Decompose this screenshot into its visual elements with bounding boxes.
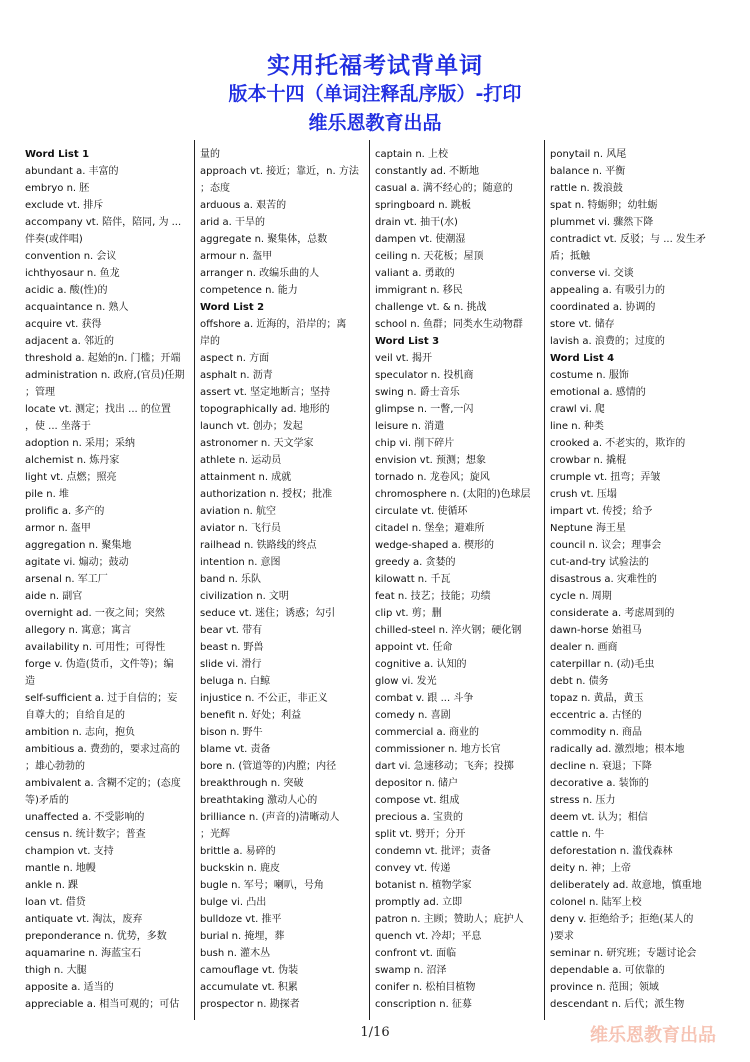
vocab-entry: seminar n. 研究班；专题讨论会	[550, 948, 697, 959]
vocab-entry: costume n. 服饰	[550, 370, 629, 381]
word-column-1	[25, 146, 193, 1013]
vocab-entry: leisure n. 消遣	[375, 421, 445, 432]
vocab-entry: condemn vt. 批评；责备	[375, 846, 491, 857]
vocab-entry: spat n. 特蛎卵；幼牡蛎	[550, 200, 658, 211]
vocab-entry: antiquate vt. 淘汰，废弃	[25, 914, 143, 925]
vocab-entry: colonel n. 陆军上校	[550, 897, 642, 908]
vocab-entry: constantly ad. 不断地	[375, 166, 480, 177]
vocab-entry: chip vi. 削下碎片	[375, 438, 455, 449]
vocab-entry: pile n. 堆	[25, 489, 69, 500]
vocab-entry: intention n. 意图	[200, 557, 281, 568]
vocab-entry: crawl vi. 爬	[550, 404, 605, 415]
vocab-entry: 造	[25, 676, 35, 687]
vocab-entry: apposite a. 适当的	[25, 982, 114, 993]
vocab-entry: astronomer n. 天文学家	[200, 438, 314, 449]
vocab-entry: plummet vi. 骤然下降	[550, 217, 654, 228]
vocab-entry: decorative a. 装饰的	[550, 778, 649, 789]
vocab-entry: census n. 统计数字；普查	[25, 829, 146, 840]
vocab-entry: acidic a. 酸(性)的	[25, 285, 108, 296]
vocab-entry: deforestation n. 滥伐森林	[550, 846, 673, 857]
vocab-entry: wedge-shaped a. 楔形的	[375, 540, 494, 551]
vocab-entry: seduce vt. 迷住；诱惑；勾引	[200, 608, 336, 619]
vocab-entry: buckskin n. 鹿皮	[200, 863, 280, 874]
vocab-entry: clip vt. 剪；删	[375, 608, 442, 619]
vocab-entry: kilowatt n. 千瓦	[375, 574, 451, 585]
vocab-entry: bulldoze vt. 推平	[200, 914, 282, 925]
vocab-entry: contradict vt. 反驳；与 ... 发生矛	[550, 234, 706, 245]
vocab-entry: acquire vt. 获得	[25, 319, 102, 330]
vocab-entry: benefit n. 好处；利益	[200, 710, 302, 721]
column-divider	[369, 140, 370, 1020]
vocab-entry: glow vi. 发光	[375, 676, 437, 687]
vocab-entry: burial n. 掩埋，葬	[200, 931, 285, 942]
vocab-entry: availability n. 可用性；可得性	[25, 642, 166, 653]
vocab-entry: school n. 鱼群；同类水生动物群	[375, 319, 523, 330]
vocab-entry: 岸的	[200, 336, 220, 347]
vocab-entry: ambivalent a. 含糊不定的；(态度	[25, 778, 181, 789]
vocab-entry: drain vt. 抽干(水)	[375, 217, 458, 228]
word-column-4	[550, 146, 718, 1013]
vocab-entry: casual a. 满不经心的；随意的	[375, 183, 513, 194]
vocab-entry: lavish a. 浪费的；过度的	[550, 336, 665, 347]
vocab-entry: administration n. 政府,(官员)任期	[25, 370, 185, 381]
vocab-entry: bore n. (管道等的)内膛；内径	[200, 761, 337, 772]
vocab-entry: emotional a. 感情的	[550, 387, 646, 398]
vocab-entry: dart vi. 急速移动；飞奔；投掷	[375, 761, 514, 772]
vocab-entry: 盾；抵触	[550, 251, 590, 262]
vocab-entry: deliberately ad. 故意地，慎重地	[550, 880, 702, 891]
vocab-entry: converse vi. 交谈	[550, 268, 634, 279]
vocab-entry: beluga n. 白鲸	[200, 676, 270, 687]
vocab-entry: conscription n. 征募	[375, 999, 472, 1010]
word-column-2	[200, 146, 368, 1013]
vocab-entry: compose vt. 组成	[375, 795, 460, 806]
vocab-entry: athlete n. 运动员	[200, 455, 282, 466]
vocab-entry: band n. 乐队	[200, 574, 262, 585]
vocab-entry: arduous a. 艰苦的	[200, 200, 287, 211]
vocab-entry: captain n. 上校	[375, 149, 449, 160]
vocab-entry: commissioner n. 地方长官	[375, 744, 501, 755]
vocab-entry: veil vt. 揭开	[375, 353, 433, 364]
page-title: 实用托福考试背单词	[267, 53, 483, 79]
vocab-entry: embryo n. 胚	[25, 183, 90, 194]
vocab-entry: ponytail n. 风尾	[550, 149, 627, 160]
vocab-entry: breakthrough n. 突破	[200, 778, 304, 789]
vocab-entry: aviator n. 飞行员	[200, 523, 281, 534]
vocab-entry: crooked a. 不老实的，欺诈的	[550, 438, 686, 449]
vocab-entry: aquamarine n. 海蓝宝石	[25, 948, 142, 959]
vocab-entry: assert vt. 坚定地断言；坚持	[200, 387, 331, 398]
vocab-entry: offshore a. 近海的，沿岸的；离	[200, 319, 347, 330]
vocab-entry: chromosphere n. (太阳的)色球层	[375, 489, 531, 500]
vocab-entry: commercial a. 商业的	[375, 727, 479, 738]
vocab-entry: bush n. 灌木丛	[200, 948, 271, 959]
vocab-entry: dawn-horse 始祖马	[550, 625, 642, 636]
vocab-entry: ；雄心勃勃的	[25, 761, 85, 772]
vocab-entry: preponderance n. 优势，多数	[25, 931, 167, 942]
vocab-entry: beast n. 野兽	[200, 642, 264, 653]
vocab-entry: tornado n. 龙卷风；旋风	[375, 472, 490, 483]
vocab-entry: dealer n. 画商	[550, 642, 618, 653]
vocab-entry: convention n. 会议	[25, 251, 117, 262]
word-list-heading: Word List 3	[375, 336, 440, 347]
vocab-entry: swamp n. 沼泽	[375, 965, 447, 976]
vocab-entry: agitate vi. 煽动；鼓动	[25, 557, 129, 568]
vocab-entry: overnight ad. 一夜之间；突然	[25, 608, 165, 619]
vocab-entry: feat n. 技艺；技能；功绩	[375, 591, 491, 602]
vocab-entry: disastrous a. 灾难性的	[550, 574, 657, 585]
vocab-entry: cattle n. 牛	[550, 829, 605, 840]
watermark-logo: 维乐恩教育出品	[590, 1025, 716, 1046]
vocab-entry: alchemist n. 炼丹家	[25, 455, 120, 466]
page-number: 1/16	[360, 1025, 390, 1040]
vocab-entry: greedy a. 贪婪的	[375, 557, 456, 568]
vocab-entry: brilliance n. (声音的)清晰动人	[200, 812, 340, 823]
vocab-entry: topaz n. 黄晶，黄玉	[550, 693, 644, 704]
vocab-entry: speculator n. 投机商	[375, 370, 474, 381]
vocab-entry: forge v. 伪造(货币，文件等)；编	[25, 659, 174, 670]
vocab-entry: cut-and-try 试验法的	[550, 557, 649, 568]
vocab-entry: )要求	[550, 931, 574, 942]
vocab-entry: glimpse n. 一瞥,一闪	[375, 404, 474, 415]
vocab-entry: mantle n. 地幔	[25, 863, 96, 874]
vocab-entry: light vt. 点燃；照亮	[25, 472, 117, 483]
column-divider	[194, 140, 195, 1020]
vocab-entry: bulge vi. 凸出	[200, 897, 267, 908]
vocab-entry: botanist n. 植物学家	[375, 880, 472, 891]
vocab-entry: locate vt. 测定；找出 ... 的位置	[25, 404, 171, 415]
vocab-entry: crush vt. 压塌	[550, 489, 617, 500]
vocab-entry: deny v. 拒绝给予；拒绝(某人的	[550, 914, 694, 925]
vocab-entry: conifer n. 松柏目植物	[375, 982, 476, 993]
vocab-entry: asphalt n. 沥青	[200, 370, 273, 381]
vocab-entry: swing n. 爵士音乐	[375, 387, 460, 398]
vocab-entry: valiant a. 勇敢的	[375, 268, 455, 279]
vocab-entry: acquaintance n. 熟人	[25, 302, 129, 313]
vocab-entry: citadel n. 堡垒；避难所	[375, 523, 485, 534]
vocab-entry: balance n. 平衡	[550, 166, 626, 177]
vocab-entry: adjacent a. 邻近的	[25, 336, 114, 347]
vocab-entry: promptly ad. 立即	[375, 897, 463, 908]
word-list-heading: Word List 4	[550, 353, 615, 364]
vocab-entry: challenge vt. & n. 挑战	[375, 302, 487, 313]
vocab-entry: convey vt. 传递	[375, 863, 451, 874]
vocab-entry: launch vt. 创办；发起	[200, 421, 303, 432]
vocab-entry: dampen vt. 使潮湿	[375, 234, 466, 245]
vocab-entry: ；态度	[200, 183, 230, 194]
vocab-entry: civilization n. 文明	[200, 591, 289, 602]
vocab-entry: aggregation n. 聚集地	[25, 540, 132, 551]
vocab-entry: prospector n. 勘探者	[200, 999, 300, 1010]
vocab-entry: thigh n. 大腿	[25, 965, 87, 976]
vocab-entry: 量的	[200, 149, 220, 160]
vocab-entry: railhead n. 铁路线的终点	[200, 540, 317, 551]
vocab-entry: comedy n. 喜剧	[375, 710, 451, 721]
vocab-entry: considerate a. 考虑周到的	[550, 608, 675, 619]
vocab-entry: ；管理	[25, 387, 55, 398]
column-divider	[544, 140, 545, 1020]
vocab-entry: bison n. 野牛	[200, 727, 263, 738]
vocab-entry: appoint vt. 任命	[375, 642, 453, 653]
vocab-entry: exclude vt. 排斥	[25, 200, 104, 211]
vocab-entry: line n. 种类	[550, 421, 604, 432]
vocab-entry: appreciable a. 相当可观的；可估	[25, 999, 180, 1010]
vocab-entry: allegory n. 寓意；寓言	[25, 625, 132, 636]
vocab-entry: commodity n. 商品	[550, 727, 643, 738]
vocab-entry: Neptune 海王星	[550, 523, 626, 534]
vocab-entry: armour n. 盔甲	[200, 251, 273, 262]
vocab-entry: quench vt. 冷却；平息	[375, 931, 482, 942]
vocab-entry: springboard n. 跳板	[375, 200, 471, 211]
vocab-entry: crumple vt. 扭弯；弄皱	[550, 472, 661, 483]
vocab-entry: appealing a. 有吸引力的	[550, 285, 666, 296]
vocab-entry: abundant a. 丰富的	[25, 166, 119, 177]
vocab-entry: stress n. 压力	[550, 795, 616, 806]
vocab-entry: ichthyosaur n. 鱼龙	[25, 268, 120, 279]
vocab-entry: bugle n. 军号；喇叭，号角	[200, 880, 324, 891]
vocab-entry: depositor n. 储户	[375, 778, 458, 789]
vocab-entry: ankle n. 踝	[25, 880, 79, 891]
vocab-entry: chilled-steel n. 淬火钢；硬化钢	[375, 625, 522, 636]
vocab-entry: loan vt. 借贷	[25, 897, 86, 908]
vocab-entry: rattle n. 拨浪鼓	[550, 183, 623, 194]
vocab-entry: camouflage vt. 伪装	[200, 965, 299, 976]
vocab-entry: deem vt. 认为；相信	[550, 812, 648, 823]
vocab-entry: injustice n. 不公正，非正义	[200, 693, 328, 704]
vocab-entry: armor n. 盔甲	[25, 523, 91, 534]
vocab-entry: attainment n. 成就	[200, 472, 292, 483]
vocab-entry: authorization n. 授权；批准	[200, 489, 333, 500]
vocab-entry: arid a. 干旱的	[200, 217, 266, 228]
vocab-entry: patron n. 主顾；赞助人；庇护人	[375, 914, 524, 925]
word-list-heading: Word List 2	[200, 302, 265, 313]
vocab-entry: precious a. 宝贵的	[375, 812, 463, 823]
vocab-entry: threshold a. 起始的n. 门槛；开端	[25, 353, 181, 364]
vocab-entry: crowbar n. 撬棍	[550, 455, 627, 466]
vocab-entry: dependable a. 可依靠的	[550, 965, 665, 976]
vocab-entry: prolific a. 多产的	[25, 506, 105, 517]
vocab-entry: immigrant n. 移民	[375, 285, 463, 296]
vocab-entry: 自尊大的；自给自足的	[25, 710, 125, 721]
vocab-entry: combat v. 跟 ... 斗争	[375, 693, 474, 704]
vocab-entry: accumulate vt. 积累	[200, 982, 298, 993]
vocab-entry: aggregate n. 聚集体，总数	[200, 234, 328, 245]
vocab-entry: circulate vt. 使循环	[375, 506, 468, 517]
vocab-entry: decline n. 衰退；下降	[550, 761, 652, 772]
vocab-entry: cognitive a. 认知的	[375, 659, 467, 670]
vocab-entry: 伴奏(或伴唱)	[25, 234, 83, 245]
page-subtitle: 版本十四（单词注释乱序版）-打印	[228, 83, 522, 105]
vocab-entry: slide vi. 滑行	[200, 659, 262, 670]
vocab-entry: unaffected a. 不受影响的	[25, 812, 145, 823]
vocab-entry: competence n. 能力	[200, 285, 298, 296]
vocab-entry: aspect n. 方面	[200, 353, 270, 364]
vocab-entry: arsenal n. 军工厂	[25, 574, 108, 585]
vocab-entry: brittle a. 易碎的	[200, 846, 276, 857]
vocab-entry: impart vt. 传授；给予	[550, 506, 653, 517]
vocab-entry: accompany vt. 陪伴，陪同, 为 ...	[25, 217, 182, 228]
vocab-entry: adoption n. 采用；采纳	[25, 438, 135, 449]
vocab-entry: aide n. 副官	[25, 591, 83, 602]
vocab-entry: debt n. 债务	[550, 676, 609, 687]
word-list-heading: Word List 1	[25, 149, 90, 160]
vocab-entry: province n. 范围；领域	[550, 982, 659, 993]
vocab-entry: split vt. 劈开；分开	[375, 829, 466, 840]
publisher-line: 维乐恩教育出品	[308, 112, 442, 134]
vocab-entry: caterpillar n. (动)毛虫	[550, 659, 655, 670]
vocab-entry: envision vt. 预测；想象	[375, 455, 487, 466]
vocab-entry: blame vt. 责备	[200, 744, 271, 755]
vocab-entry: approach vt. 接近；靠近，n. 方法	[200, 166, 359, 177]
vocab-entry: eccentric a. 古怪的	[550, 710, 642, 721]
vocab-entry: council n. 议会；理事会	[550, 540, 662, 551]
vocab-entry: 等)矛盾的	[25, 795, 69, 806]
vocab-entry: coordinated a. 协调的	[550, 302, 656, 313]
vocab-entry: bear vt. 带有	[200, 625, 263, 636]
vocab-entry: ，使 ... 坐落于	[25, 421, 91, 432]
vocab-entry: aviation n. 航空	[200, 506, 276, 517]
vocab-entry: breathtaking 激动人心的	[200, 795, 318, 806]
vocab-entry: champion vt. 支持	[25, 846, 114, 857]
vocab-entry: ；光辉	[200, 829, 230, 840]
vocab-entry: store vt. 储存	[550, 319, 615, 330]
vocab-entry: arranger n. 改编乐曲的人	[200, 268, 320, 279]
vocab-entry: ambitious a. 费劲的，要求过高的	[25, 744, 181, 755]
vocab-entry: cycle n. 周期	[550, 591, 612, 602]
vocab-entry: ceiling n. 天花板；屋顶	[375, 251, 484, 262]
word-column-3	[375, 146, 543, 1013]
vocab-entry: topographically ad. 地形的	[200, 404, 330, 415]
vocab-entry: radically ad. 激烈地；根本地	[550, 744, 685, 755]
vocab-entry: ambition n. 志向，抱负	[25, 727, 136, 738]
vocab-entry: deity n. 神；上帝	[550, 863, 631, 874]
vocab-entry: descendant n. 后代；派生物	[550, 999, 685, 1010]
vocab-entry: confront vt. 面临	[375, 948, 457, 959]
vocab-entry: self-sufficient a. 过于自信的；妄	[25, 693, 178, 704]
